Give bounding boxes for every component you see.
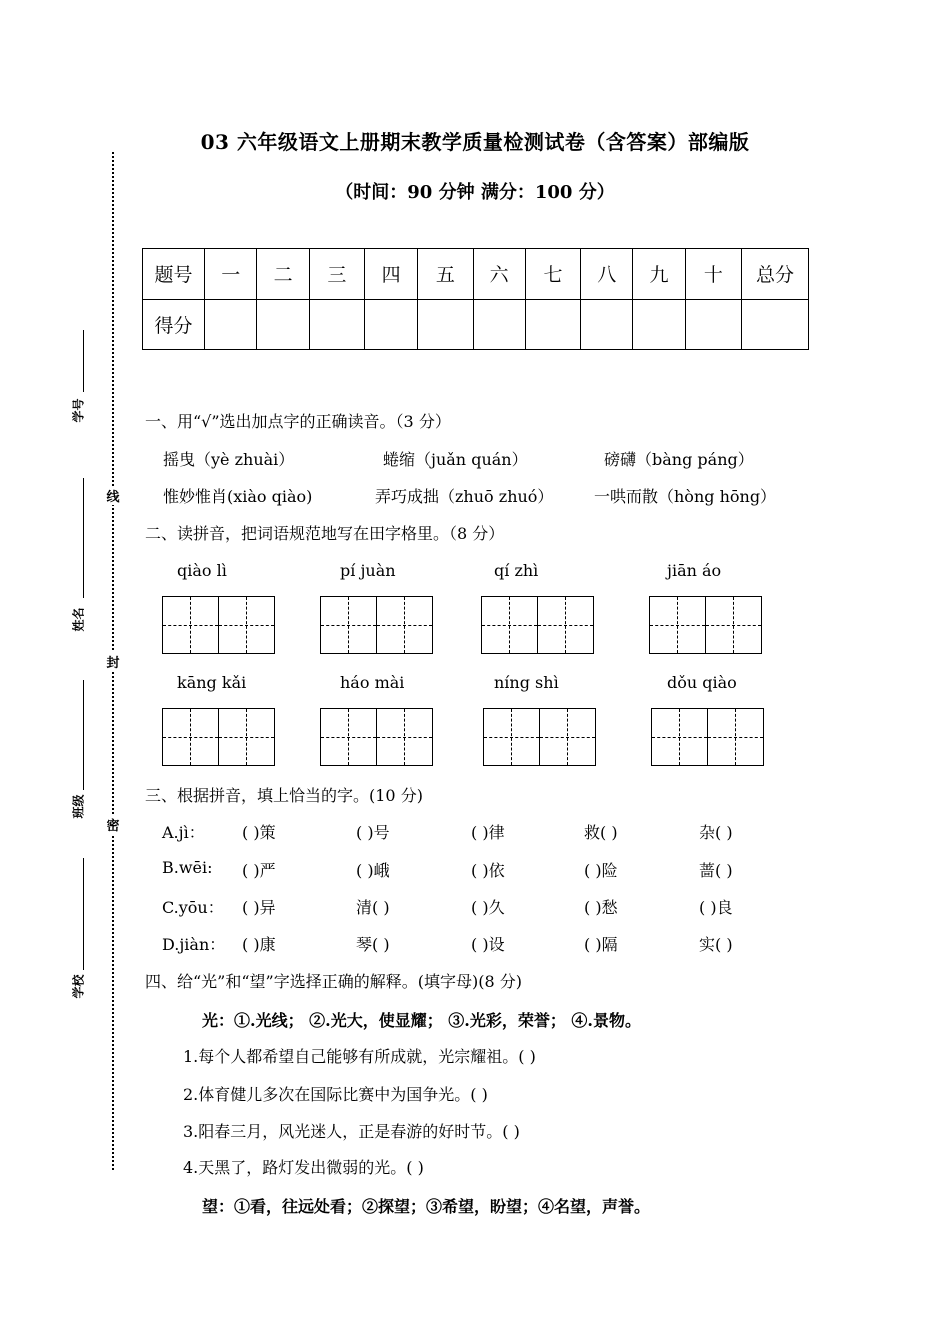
q4-heading: 四、给“光”和“望”字选择正确的解释。(填字母)(8 分) (145, 972, 522, 991)
score-cell[interactable] (685, 299, 741, 350)
score-header-cell: 一 (205, 249, 257, 300)
student-id-label: 学号 (71, 398, 86, 423)
q3-blank[interactable]: ( )设 (471, 935, 505, 954)
score-table-header-row (143, 249, 809, 300)
q3-blank[interactable]: 清( ) (356, 898, 390, 917)
q1-heading: 一、用“√”选出加点字的正确读音。（3 分） (145, 412, 451, 431)
score-table (142, 248, 809, 350)
q3-pinyin-label: C.yōu： (162, 898, 224, 917)
score-header-cell: 四 (364, 249, 417, 300)
score-cell[interactable] (364, 299, 417, 350)
q2-pinyin: dǒu qiào (667, 673, 737, 692)
q2-pinyin: kāng kǎi (177, 673, 247, 692)
q2-pinyin: jiān áo (667, 561, 722, 580)
q1-item[interactable]: 一哄而散（hòng hōng） (594, 487, 777, 506)
cut-mark-mi: 密 (106, 815, 120, 834)
name-label: 姓名 (71, 607, 86, 632)
school-line (83, 858, 84, 970)
q3-blank[interactable]: ( )严 (242, 861, 276, 880)
score-cell[interactable] (418, 299, 473, 350)
q3-blank[interactable]: ( )愁 (584, 898, 618, 917)
tianzige-box[interactable] (162, 596, 275, 654)
q2-pinyin: qiào lì (177, 561, 227, 580)
score-header-cell: 六 (473, 249, 525, 300)
tianzige-box[interactable] (320, 708, 433, 766)
q1-item[interactable]: 弄巧成拙（zhuō zhuó） (375, 487, 554, 506)
q3-pinyin-label: A.jì： (162, 823, 205, 842)
q3-blank[interactable]: 琴( ) (356, 935, 390, 954)
score-header-cell: 总分 (741, 249, 808, 300)
q3-blank[interactable]: ( )策 (242, 823, 276, 842)
q3-blank[interactable]: ( )依 (471, 861, 505, 880)
q4-sentence[interactable]: 4.天黑了，路灯发出微弱的光。( ) (183, 1158, 424, 1177)
q4-sentence[interactable]: 1.每个人都希望自己能够有所成就，光宗耀祖。( ) (183, 1047, 536, 1066)
class-label: 班级 (71, 794, 86, 819)
score-row-label: 得分 (143, 299, 205, 350)
q3-blank[interactable]: ( )号 (356, 823, 390, 842)
tianzige-box[interactable] (649, 596, 762, 654)
q1-item[interactable]: 摇曳（yè zhuài） (163, 450, 295, 469)
q3-blank[interactable]: ( )异 (242, 898, 276, 917)
score-header-cell: 九 (633, 249, 685, 300)
score-header-cell: 八 (581, 249, 633, 300)
score-cell[interactable] (309, 299, 364, 350)
q2-pinyin: pí juàn (340, 561, 396, 580)
score-cell[interactable] (205, 299, 257, 350)
q4-sentence[interactable]: 2.体育健儿多次在国际比赛中为国争光。( ) (183, 1085, 488, 1104)
q1-item[interactable]: 蜷缩（juǎn quán） (383, 450, 528, 469)
q4-guang-definitions: 光：①.光线； ②.光大，使显耀； ③.光彩，荣誉； ④.景物。 (202, 1011, 641, 1030)
score-cell[interactable] (525, 299, 580, 350)
q3-blank[interactable]: ( )久 (471, 898, 505, 917)
exam-info: （时间：90 分钟 满分：100 分） (335, 182, 615, 203)
tianzige-box[interactable] (483, 708, 596, 766)
q3-blank[interactable]: 实( ) (699, 935, 733, 954)
tianzige-box[interactable] (651, 708, 764, 766)
q2-pinyin: níng shì (494, 673, 559, 692)
tianzige-box[interactable] (320, 596, 433, 654)
score-table-score-row (143, 299, 809, 350)
class-line (83, 680, 84, 790)
q3-blank[interactable]: 杂( ) (699, 823, 733, 842)
q1-item[interactable]: 磅礴（bàng páng） (604, 450, 754, 469)
score-header-cell: 题号 (143, 249, 205, 300)
name-line (83, 478, 84, 598)
q3-blank[interactable]: 蔷( ) (699, 861, 733, 880)
q3-pinyin-label: D.jiàn： (162, 935, 226, 954)
tianzige-box[interactable] (162, 708, 275, 766)
cut-mark-feng: 封 (106, 652, 120, 671)
score-cell[interactable] (741, 299, 808, 350)
score-header-cell: 七 (525, 249, 580, 300)
q2-heading: 二、读拼音，把词语规范地写在田字格里。（8 分） (145, 524, 505, 543)
score-header-cell: 二 (257, 249, 309, 300)
q3-heading: 三、根据拼音，填上恰当的字。(10 分) (145, 786, 423, 805)
school-label: 学校 (71, 974, 86, 999)
q3-blank[interactable]: ( )康 (242, 935, 276, 954)
score-cell[interactable] (633, 299, 685, 350)
q4-wang-definitions: 望：①看，往远处看；②探望；③希望，盼望；④名望，声誉。 (202, 1197, 651, 1216)
q3-blank[interactable]: ( )隔 (584, 935, 618, 954)
q3-blank[interactable]: ( )良 (699, 898, 733, 917)
score-header-cell: 五 (418, 249, 473, 300)
q3-blank[interactable]: ( )峨 (356, 861, 390, 880)
q1-item[interactable]: 惟妙惟肖(xiào qiào) (163, 487, 313, 506)
tianzige-box[interactable] (481, 596, 594, 654)
q3-pinyin-label: B.wēi: (162, 858, 213, 877)
q2-pinyin: qí zhì (494, 561, 539, 580)
score-cell[interactable] (257, 299, 309, 350)
student-id-line (83, 330, 84, 392)
score-header-cell: 十 (685, 249, 741, 300)
q3-blank[interactable]: ( )律 (471, 823, 505, 842)
q4-sentence[interactable]: 3.阳春三月，风光迷人，正是春游的好时节。( ) (183, 1122, 520, 1141)
q2-pinyin: háo mài (340, 673, 405, 692)
q3-blank[interactable]: 救( ) (584, 823, 618, 842)
page-title: 03 六年级语文上册期末教学质量检测试卷（含答案）部编版 (200, 130, 750, 154)
score-header-cell: 三 (309, 249, 364, 300)
score-cell[interactable] (473, 299, 525, 350)
q3-blank[interactable]: ( )险 (584, 861, 618, 880)
score-cell[interactable] (581, 299, 633, 350)
cut-mark-xian: 线 (106, 486, 120, 505)
